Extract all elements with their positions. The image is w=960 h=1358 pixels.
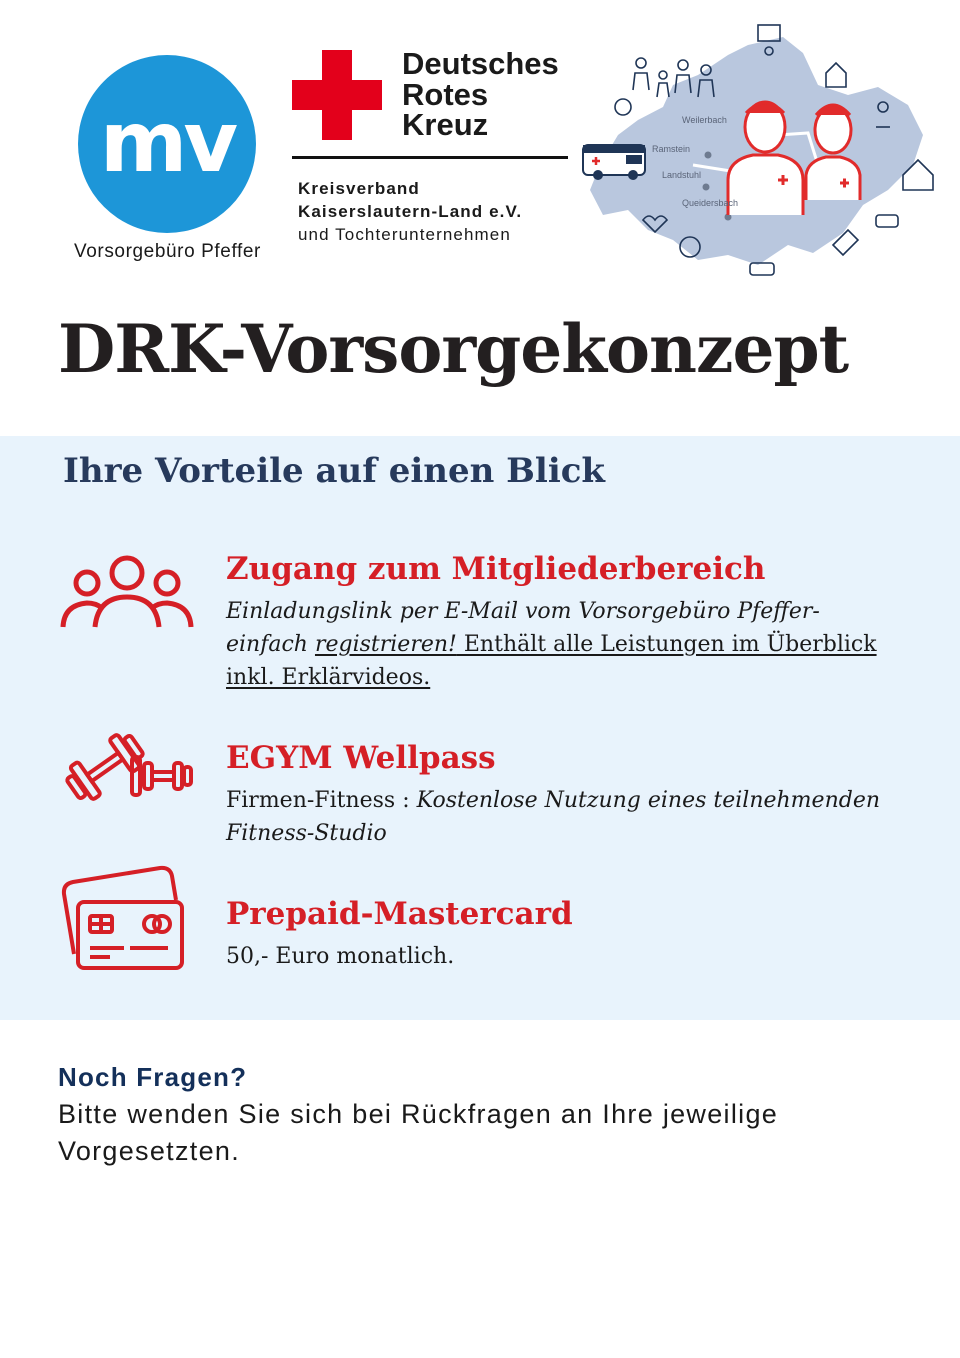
drk-subtitle-3: und Tochterunternehmen bbox=[298, 225, 511, 244]
dumbbell-icon bbox=[60, 727, 194, 807]
benefit-1-italic-text: Einladungslink per E-Mail vom Vorsorgebüro Pfeffer- einfach bbox=[226, 599, 820, 657]
people-group-icon bbox=[60, 553, 194, 633]
ambulance-icon bbox=[583, 145, 645, 180]
drk-name bbox=[402, 46, 559, 142]
benefits-heading: Ihre Vorteile auf einen Blick bbox=[63, 451, 605, 491]
benefit-text-member-area bbox=[226, 595, 906, 694]
register-link[interactable]: registrieren! bbox=[314, 632, 457, 657]
benefit-1-underlined-text: Enthält alle Leistungen im Überblick inkl. Erklärvideos. bbox=[226, 632, 877, 690]
map-place-label: Ramstein bbox=[652, 144, 691, 154]
mv-logo-caption: Vorsorgebüro Pfeffer bbox=[74, 241, 261, 262]
benefit-text-wellpass bbox=[226, 784, 906, 850]
map-place-label: Queidersbach bbox=[682, 198, 739, 208]
drk-name-line-1: Deutsches bbox=[402, 46, 559, 81]
benefit-2-normal-text: Firmen-Fitness : bbox=[226, 788, 417, 813]
mv-logo-letters: mv bbox=[99, 93, 235, 191]
drk-name-line-2: Rotes bbox=[402, 76, 489, 112]
questions-heading: Noch Fragen? bbox=[58, 1062, 248, 1092]
map-place-label: Weilerbach bbox=[682, 115, 727, 125]
benefit-title-wellpass: EGYM Wellpass bbox=[226, 740, 496, 776]
questions-text: Bitte wenden Sie sich bei Rückfragen an Ihre jeweilige Vorgesetzten. bbox=[58, 1099, 779, 1166]
drk-divider bbox=[292, 156, 568, 159]
drk-subtitle-2: Kaiserslautern-Land e.V. bbox=[298, 202, 523, 221]
drk-subtitle-1: Kreisverband bbox=[298, 179, 420, 198]
benefit-title-member-area: Zugang zum Mitgliederbereich bbox=[226, 551, 766, 587]
red-cross-icon bbox=[292, 50, 382, 140]
district-map-icon bbox=[578, 15, 940, 280]
benefit-title-mastercard: Prepaid-Mastercard bbox=[226, 896, 573, 932]
page-title: DRK-Vorsorgekonzept bbox=[58, 310, 849, 388]
benefit-2-italic-text: Kostenlose Nutzung eines teilnehmenden Fitness-Studio bbox=[226, 788, 881, 846]
benefit-text-mastercard: 50,- Euro monatlich. bbox=[226, 944, 455, 969]
drk-name-line-3: Kreuz bbox=[402, 107, 489, 142]
map-place-label: Landstuhl bbox=[662, 170, 702, 180]
district-map-illustration bbox=[578, 15, 940, 280]
credit-cards-icon bbox=[60, 864, 190, 974]
